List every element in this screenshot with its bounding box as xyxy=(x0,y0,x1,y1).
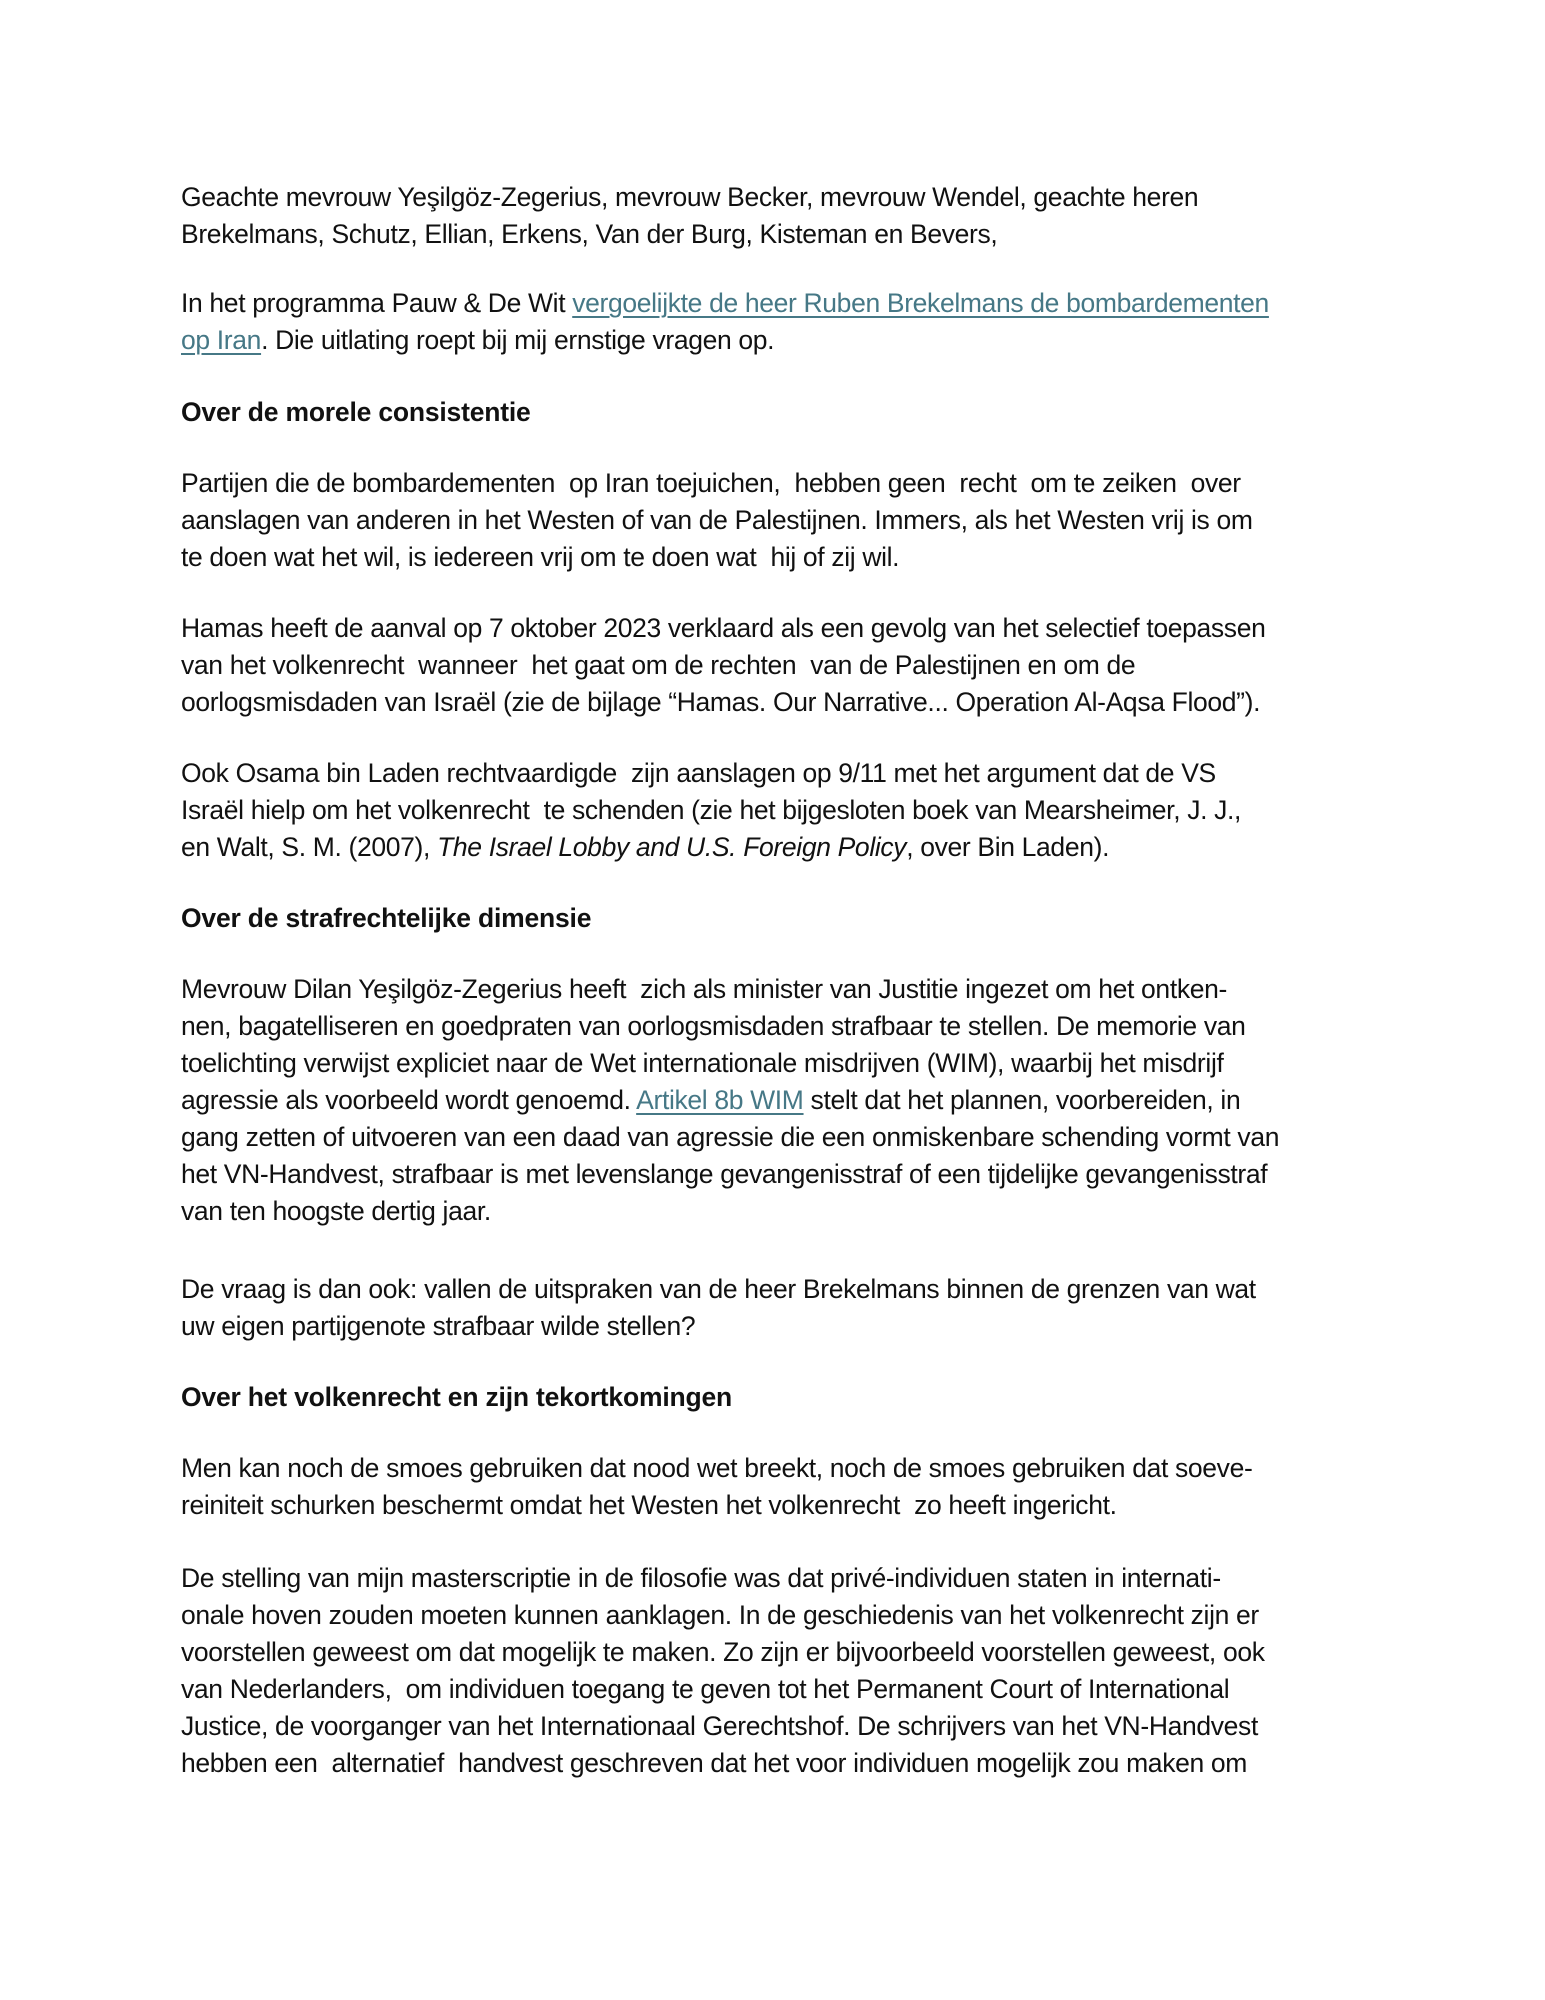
paragraph-line: Mevrouw Dilan Yeşilgöz-Zegerius heeft zich als minister van Justitie ingezet om het ontken- xyxy=(181,974,1227,1004)
pauw-de-wit-link-continued[interactable]: op Iran xyxy=(181,325,262,355)
artikel-8b-wim-link[interactable]: Artikel 8b WIM xyxy=(636,1085,804,1115)
paragraph-line: toelichting verwijst expliciet naar de Wet internationale misdrijven (WIM), waarbij het misdrijf xyxy=(181,1048,1224,1078)
paragraph-line: van Nederlanders, om individuen toegang te geven tot het Permanent Court of International xyxy=(181,1674,1230,1704)
paragraph-line: voorstellen geweest om dat mogelijk te maken. Zo zijn er bijvoorbeeld voorstellen geweest, ook xyxy=(181,1637,1265,1667)
paragraph-line: Israël hielp om het volkenrecht te schenden (zie het bijgesloten boek van Mearsheimer, J. J., xyxy=(181,795,1242,825)
intro-line-2 xyxy=(181,323,774,357)
intro-line-1 xyxy=(181,286,1269,320)
citation-prefix: en Walt, S. M. (2007), xyxy=(181,832,438,862)
paragraph-line: onale hoven zouden moeten kunnen aanklagen. In de geschiedenis van het volkenrecht zijn er xyxy=(181,1600,1259,1630)
paragraph-line: aanslagen van anderen in het Westen of van de Palestijnen. Immers, als het Westen vrij is om xyxy=(181,505,1253,535)
paragraph-line: Ook Osama bin Laden rechtvaardigde zijn aanslagen op 9/11 met het argument dat de VS xyxy=(181,758,1216,788)
section-heading-strafrechtelijke-dimensie: Over de strafrechtelijke dimensie xyxy=(181,903,592,933)
paragraph-line: De stelling van mijn masterscriptie in de filosofie was dat privé-individuen staten in internati- xyxy=(181,1563,1221,1593)
paragraph-line: reiniteit schurken beschermt omdat het Westen het volkenrecht zo heeft ingericht. xyxy=(181,1490,1117,1520)
paragraph-line: van het volkenrecht wanneer het gaat om de rechten van de Palestijnen en om de xyxy=(181,650,1136,680)
paragraph-line: nen, bagatelliseren en goedpraten van oorlogsmisdaden strafbaar te stellen. De memorie van xyxy=(181,1011,1246,1041)
section-heading-morele-consistentie: Over de morele consistentie xyxy=(181,397,531,427)
citation-suffix: , over Bin Laden). xyxy=(906,832,1110,862)
paragraph-line: gang zetten of uitvoeren van een daad van agressie die een onmiskenbare schending vormt van xyxy=(181,1122,1280,1152)
salutation-line-2: Brekelmans, Schutz, Ellian, Erkens, Van der Burg, Kisteman en Bevers, xyxy=(181,219,998,249)
book-title: The Israel Lobby and U.S. Foreign Policy xyxy=(437,832,907,862)
paragraph-line: hebben een alternatief handvest geschreven dat het voor individuen mogelijk zou maken om xyxy=(181,1748,1247,1778)
paragraph-line: te doen wat het wil, is iedereen vrij om te doen wat hij of zij wil. xyxy=(181,542,900,572)
intro-prefix: In het programma Pauw & De Wit xyxy=(181,288,573,318)
citation-line xyxy=(181,830,1109,864)
pauw-de-wit-link[interactable]: vergoelijkte de heer Ruben Brekelmans de bombardementen xyxy=(572,288,1269,318)
paragraph-line: Hamas heeft de aanval op 7 oktober 2023 verklaard als een gevolg van het selectief toepassen xyxy=(181,613,1266,643)
paragraph-line: van ten hoogste dertig jaar. xyxy=(181,1196,491,1226)
paragraph-line: het VN-Handvest, strafbaar is met levenslange gevangenisstraf of een tijdelijke gevangenisstraf xyxy=(181,1159,1268,1189)
paragraph-line: Partijen die de bombardementen op Iran toejuichen, hebben geen recht om te zeiken over xyxy=(181,468,1241,498)
link-line-prefix: agressie als voorbeeld wordt genoemd. xyxy=(181,1085,637,1115)
salutation-line-1: Geachte mevrouw Yeşilgöz-Zegerius, mevrouw Becker, mevrouw Wendel, geachte heren xyxy=(181,182,1199,212)
intro-suffix: . Die uitlating roept bij mij ernstige vragen op. xyxy=(261,325,775,355)
paragraph-line-with-link xyxy=(181,1083,1240,1117)
paragraph-line: De vraag is dan ook: vallen de uitspraken van de heer Brekelmans binnen de grenzen van wat xyxy=(181,1274,1256,1304)
section-heading-volkenrecht: Over het volkenrecht en zijn tekortkomingen xyxy=(181,1382,732,1412)
link-line-suffix: stelt dat het plannen, voorbereiden, in xyxy=(803,1085,1241,1115)
paragraph-line: Justice, de voorganger van het Internationaal Gerechtshof. De schrijvers van het VN-Handvest xyxy=(181,1711,1258,1741)
paragraph-line: oorlogsmisdaden van Israël (zie de bijlage “Hamas. Our Narrative... Operation Al-Aqsa Flood”). xyxy=(181,687,1261,717)
paragraph-line: uw eigen partijgenote strafbaar wilde stellen? xyxy=(181,1311,696,1341)
paragraph-line: Men kan noch de smoes gebruiken dat nood wet breekt, noch de smoes gebruiken dat soeve- xyxy=(181,1453,1253,1483)
